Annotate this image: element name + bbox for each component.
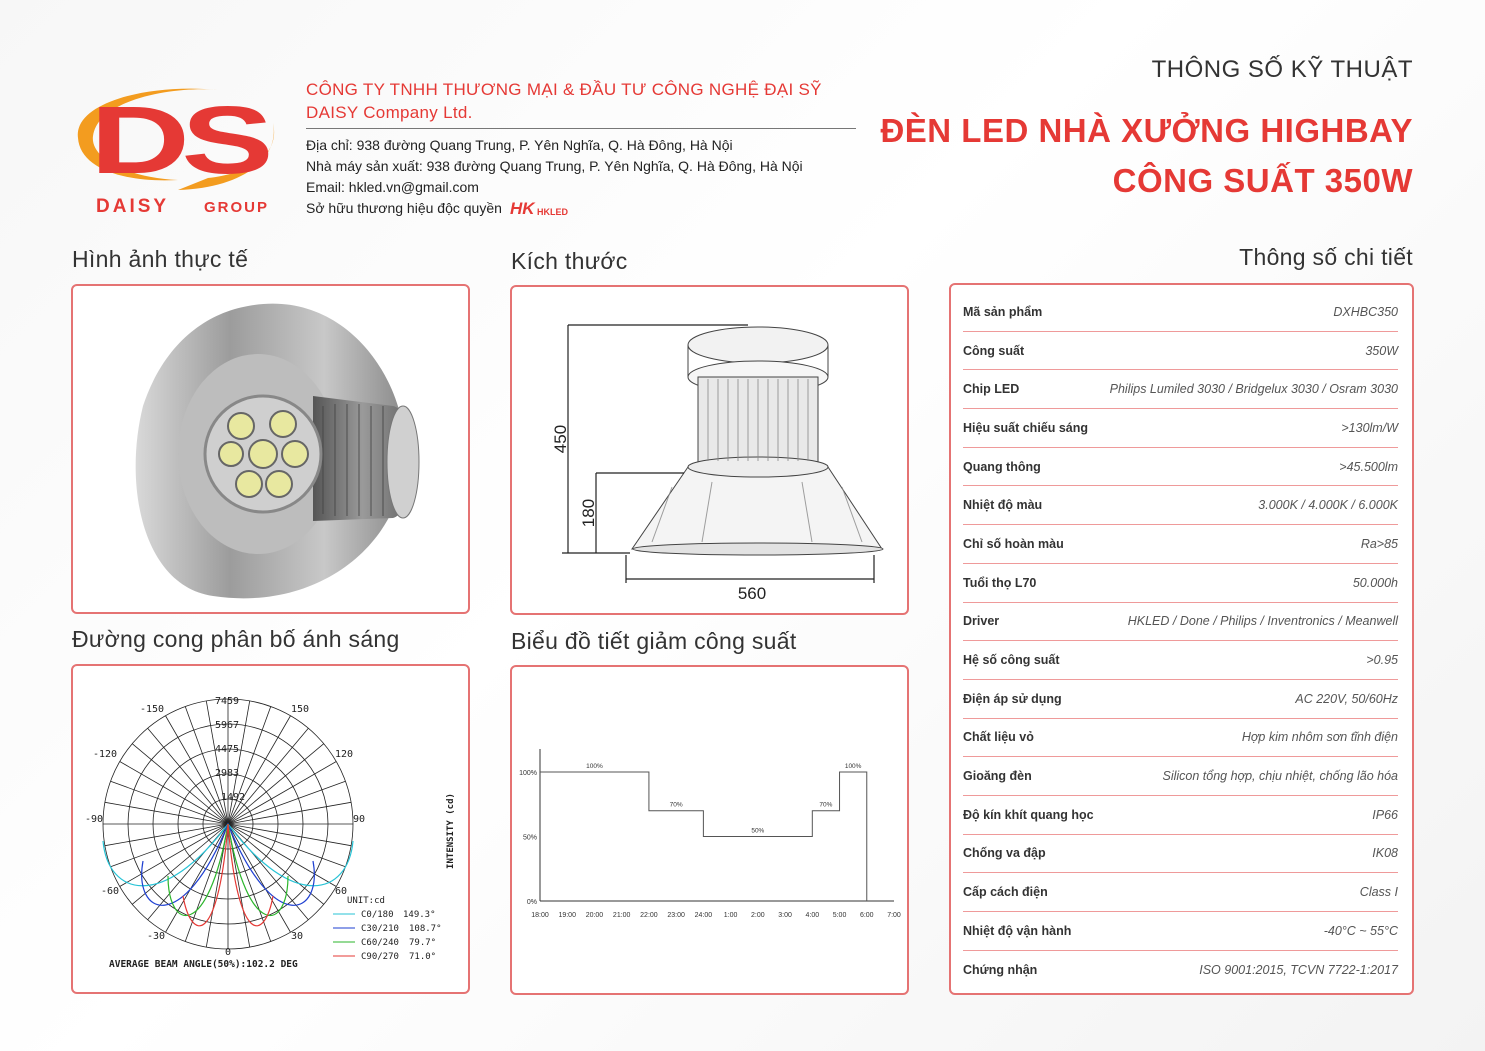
photo-panel — [71, 284, 470, 614]
spec-label: Tuổi thọ L70 — [963, 575, 1037, 590]
legend-c60-value: 79.7° — [409, 938, 437, 948]
angle-m30: -30 — [147, 931, 166, 942]
legend-c60-label: C60/240 — [361, 938, 399, 948]
segment-label: 50% — [751, 827, 765, 835]
unit-label: UNIT:cd — [347, 896, 385, 906]
logo-word-group: GROUP — [204, 199, 270, 216]
logo-letters: DS — [90, 87, 270, 194]
ring-value-2: 5967 — [215, 720, 240, 731]
dimming-chart — [512, 667, 907, 993]
x-tick-label: 3:00 — [778, 912, 792, 919]
spec-row — [963, 525, 1398, 564]
x-tick-label: 5:00 — [832, 912, 847, 919]
legend-c30-label: C30/210 — [361, 924, 399, 934]
y-tick-label: 100% — [519, 770, 537, 777]
spec-label: Hệ số công suất — [963, 653, 1060, 668]
spec-value: Ra>85 — [1360, 536, 1398, 551]
x-tick-label: 23:00 — [667, 912, 685, 919]
product-photo — [73, 286, 468, 612]
spec-value: IK08 — [1372, 846, 1398, 861]
dim-width: 560 — [737, 584, 767, 603]
spec-label: Điện áp sử dụng — [963, 691, 1062, 706]
company-brand-owner — [306, 198, 856, 219]
company-factory: Nhà máy sản xuất: 938 đường Quang Trung, P. Yên Nghĩa, Q. Hà Đông, Hà Nội — [306, 158, 803, 174]
spec-row — [963, 641, 1398, 680]
spec-label: Chống va đập — [963, 846, 1046, 861]
company-divider — [306, 128, 856, 129]
product-title-line1: ĐÈN LED NHÀ XƯỞNG HIGHBAY — [880, 112, 1413, 149]
doc-title: THÔNG SỐ KỸ THUẬT — [1151, 56, 1413, 83]
company-address: Địa chỉ: 938 đường Quang Trung, P. Yên Nghĩa, Q. Hà Đông, Hà Nội — [306, 137, 733, 153]
x-tick-label: 1:00 — [723, 912, 738, 919]
ring-value-1: 7459 — [215, 696, 240, 707]
segment-label: 100% — [586, 763, 603, 770]
hk-mark-letters: HK — [509, 199, 535, 219]
x-tick-label: 19:00 — [558, 912, 576, 919]
spec-row — [963, 409, 1398, 448]
section-title-light-curve: Đường cong phân bố ánh sáng — [72, 626, 400, 652]
product-title-line2: CÔNG SUẤT 350W — [1112, 162, 1413, 199]
spec-label: Chứng nhận — [963, 963, 1038, 978]
power-line — [540, 772, 867, 901]
y-tick-label: 0% — [526, 899, 537, 906]
ring-value-4: 2983 — [215, 768, 240, 779]
spec-row — [963, 951, 1398, 990]
spec-label: Nhiệt độ vận hành — [963, 923, 1072, 938]
spec-value: ISO 9001:2015, TCVN 7722-1:2017 — [1199, 963, 1398, 978]
legend-c90-value: 71.0° — [409, 952, 437, 962]
spec-row — [963, 873, 1398, 912]
spec-row — [963, 912, 1398, 951]
polar-diagram — [73, 666, 468, 992]
logo-word-daisy: DAISY — [96, 196, 170, 217]
spec-value: IP66 — [1372, 807, 1398, 822]
x-tick-label: 18:00 — [531, 912, 549, 919]
beam-angle-label: AVERAGE BEAM ANGLE(50%):102.2 DEG — [109, 959, 298, 970]
x-tick-label: 20:00 — [585, 912, 604, 919]
spec-row — [963, 448, 1398, 487]
dimensions-panel — [510, 285, 909, 615]
company-name-en: DAISY Company Ltd. — [306, 103, 473, 122]
spec-row — [963, 332, 1398, 371]
angle-m120: -120 — [93, 749, 118, 760]
specs-panel — [949, 283, 1414, 995]
spec-label: Cấp cách điện — [963, 885, 1048, 900]
segment-label: 70% — [669, 801, 683, 809]
angle-m90: -90 — [85, 814, 104, 825]
spec-label: Gioăng đèn — [963, 769, 1032, 784]
angle-p150: 150 — [291, 704, 310, 715]
spec-value: >0.95 — [1366, 653, 1398, 668]
spec-label: Mã sản phẩm — [963, 304, 1043, 319]
legend-c0-label: C0/180 — [361, 910, 394, 920]
spec-label: Quang thông — [963, 459, 1041, 474]
curve-legend — [333, 910, 442, 962]
spec-label: Chip LED — [963, 382, 1020, 397]
dimming-chart-panel — [510, 665, 909, 995]
legend-c30-value: 108.7° — [409, 924, 442, 934]
angle-p30: 30 — [291, 931, 304, 942]
spec-label: Công suất — [963, 343, 1025, 358]
spec-row — [963, 370, 1398, 409]
spec-row — [963, 293, 1398, 332]
spec-value: >45.500lm — [1339, 459, 1398, 474]
spec-label: Driver — [963, 614, 1000, 629]
angle-m150: -150 — [140, 704, 165, 715]
spec-row — [963, 835, 1398, 874]
hkled-logo-icon — [510, 199, 572, 219]
angle-zero: 0 — [225, 947, 232, 958]
x-tick-label: 4:00 — [805, 912, 820, 919]
company-email: Email: hkled.vn@gmail.com — [306, 179, 479, 195]
x-tick-label: 22:00 — [640, 912, 658, 919]
x-tick-label: 2:00 — [751, 912, 765, 919]
light-curve-panel — [71, 664, 470, 994]
spec-row — [963, 757, 1398, 796]
hk-mark-text: HKLED — [536, 207, 568, 218]
brand-owner-text: Sở hữu thương hiệu độc quyền — [306, 200, 502, 216]
spec-value: Hợp kim nhôm sơn tĩnh điện — [1241, 730, 1398, 745]
spec-value: DXHBC350 — [1333, 304, 1398, 319]
section-title-dimensions: Kích thước — [511, 248, 628, 274]
angle-p120: 120 — [335, 749, 354, 760]
dimension-drawing — [512, 287, 907, 613]
spec-value: -40°C ~ 55°C — [1323, 923, 1398, 938]
legend-c0-value: 149.3° — [403, 910, 436, 920]
y-tick-label: 50% — [522, 834, 537, 842]
spec-value: HKLED / Done / Philips / Inventronics / Meanwell — [1127, 614, 1398, 629]
spec-value: Silicon tổng hợp, chịu nhiệt, chống lão hóa — [1162, 769, 1398, 784]
company-name-vi: CÔNG TY TNHH THƯƠNG MẠI & ĐẦU TƯ CÔNG NGHỆ ĐẠI SỸ — [306, 80, 822, 99]
segment-label: 100% — [844, 763, 862, 770]
spec-row — [963, 796, 1398, 835]
x-tick-label: 6:00 — [859, 912, 874, 919]
daisy-logo — [68, 78, 283, 218]
spec-table — [963, 293, 1398, 989]
spec-value: >130lm/W — [1341, 420, 1398, 435]
spec-value: 3.000K / 4.000K / 6.000K — [1258, 498, 1398, 513]
dim-height-shade: 180 — [579, 498, 598, 528]
segment-label: 70% — [819, 801, 833, 809]
spec-value: Philips Lumiled 3030 / Bridgelux 3030 / Osram 3030 — [1109, 382, 1398, 397]
section-title-dimming: Biểu đồ tiết giảm công suất — [511, 628, 797, 654]
spec-value: 50.000h — [1352, 575, 1398, 590]
x-tick-label: 7:00 — [887, 912, 901, 919]
legend-c90-label: C90/270 — [361, 952, 399, 962]
spec-label: Chất liệu vỏ — [963, 730, 1034, 745]
section-title-photo: Hình ảnh thực tế — [72, 246, 249, 272]
spec-label: Nhiệt độ màu — [963, 498, 1043, 513]
spec-label: Chỉ số hoàn màu — [963, 536, 1064, 551]
ring-value-3: 4475 — [215, 744, 240, 755]
spec-value: 350W — [1365, 343, 1398, 358]
ring-value-5: 1492 — [221, 792, 246, 803]
spec-label: Độ kín khít quang học — [963, 807, 1094, 822]
spec-label: Hiệu suất chiếu sáng — [963, 420, 1089, 435]
angle-p60: 60 — [335, 886, 348, 897]
spec-value: AC 220V, 50/60Hz — [1295, 691, 1398, 706]
spec-row — [963, 564, 1398, 603]
company-info — [306, 78, 856, 219]
spec-row — [963, 719, 1398, 758]
angle-m60: -60 — [101, 886, 120, 897]
x-tick-label: 24:00 — [694, 912, 713, 919]
dim-height-total: 450 — [551, 424, 570, 454]
intensity-axis-label: INTENSITY (cd) — [446, 793, 456, 869]
spec-value: Class I — [1359, 885, 1398, 900]
x-tick-label: 21:00 — [612, 912, 631, 919]
angle-p90: 90 — [353, 814, 366, 825]
product-title — [880, 106, 1413, 206]
section-title-specs: Thông số chi tiết — [1239, 244, 1413, 270]
spec-row — [963, 603, 1398, 642]
spec-row — [963, 680, 1398, 719]
spec-row — [963, 486, 1398, 525]
